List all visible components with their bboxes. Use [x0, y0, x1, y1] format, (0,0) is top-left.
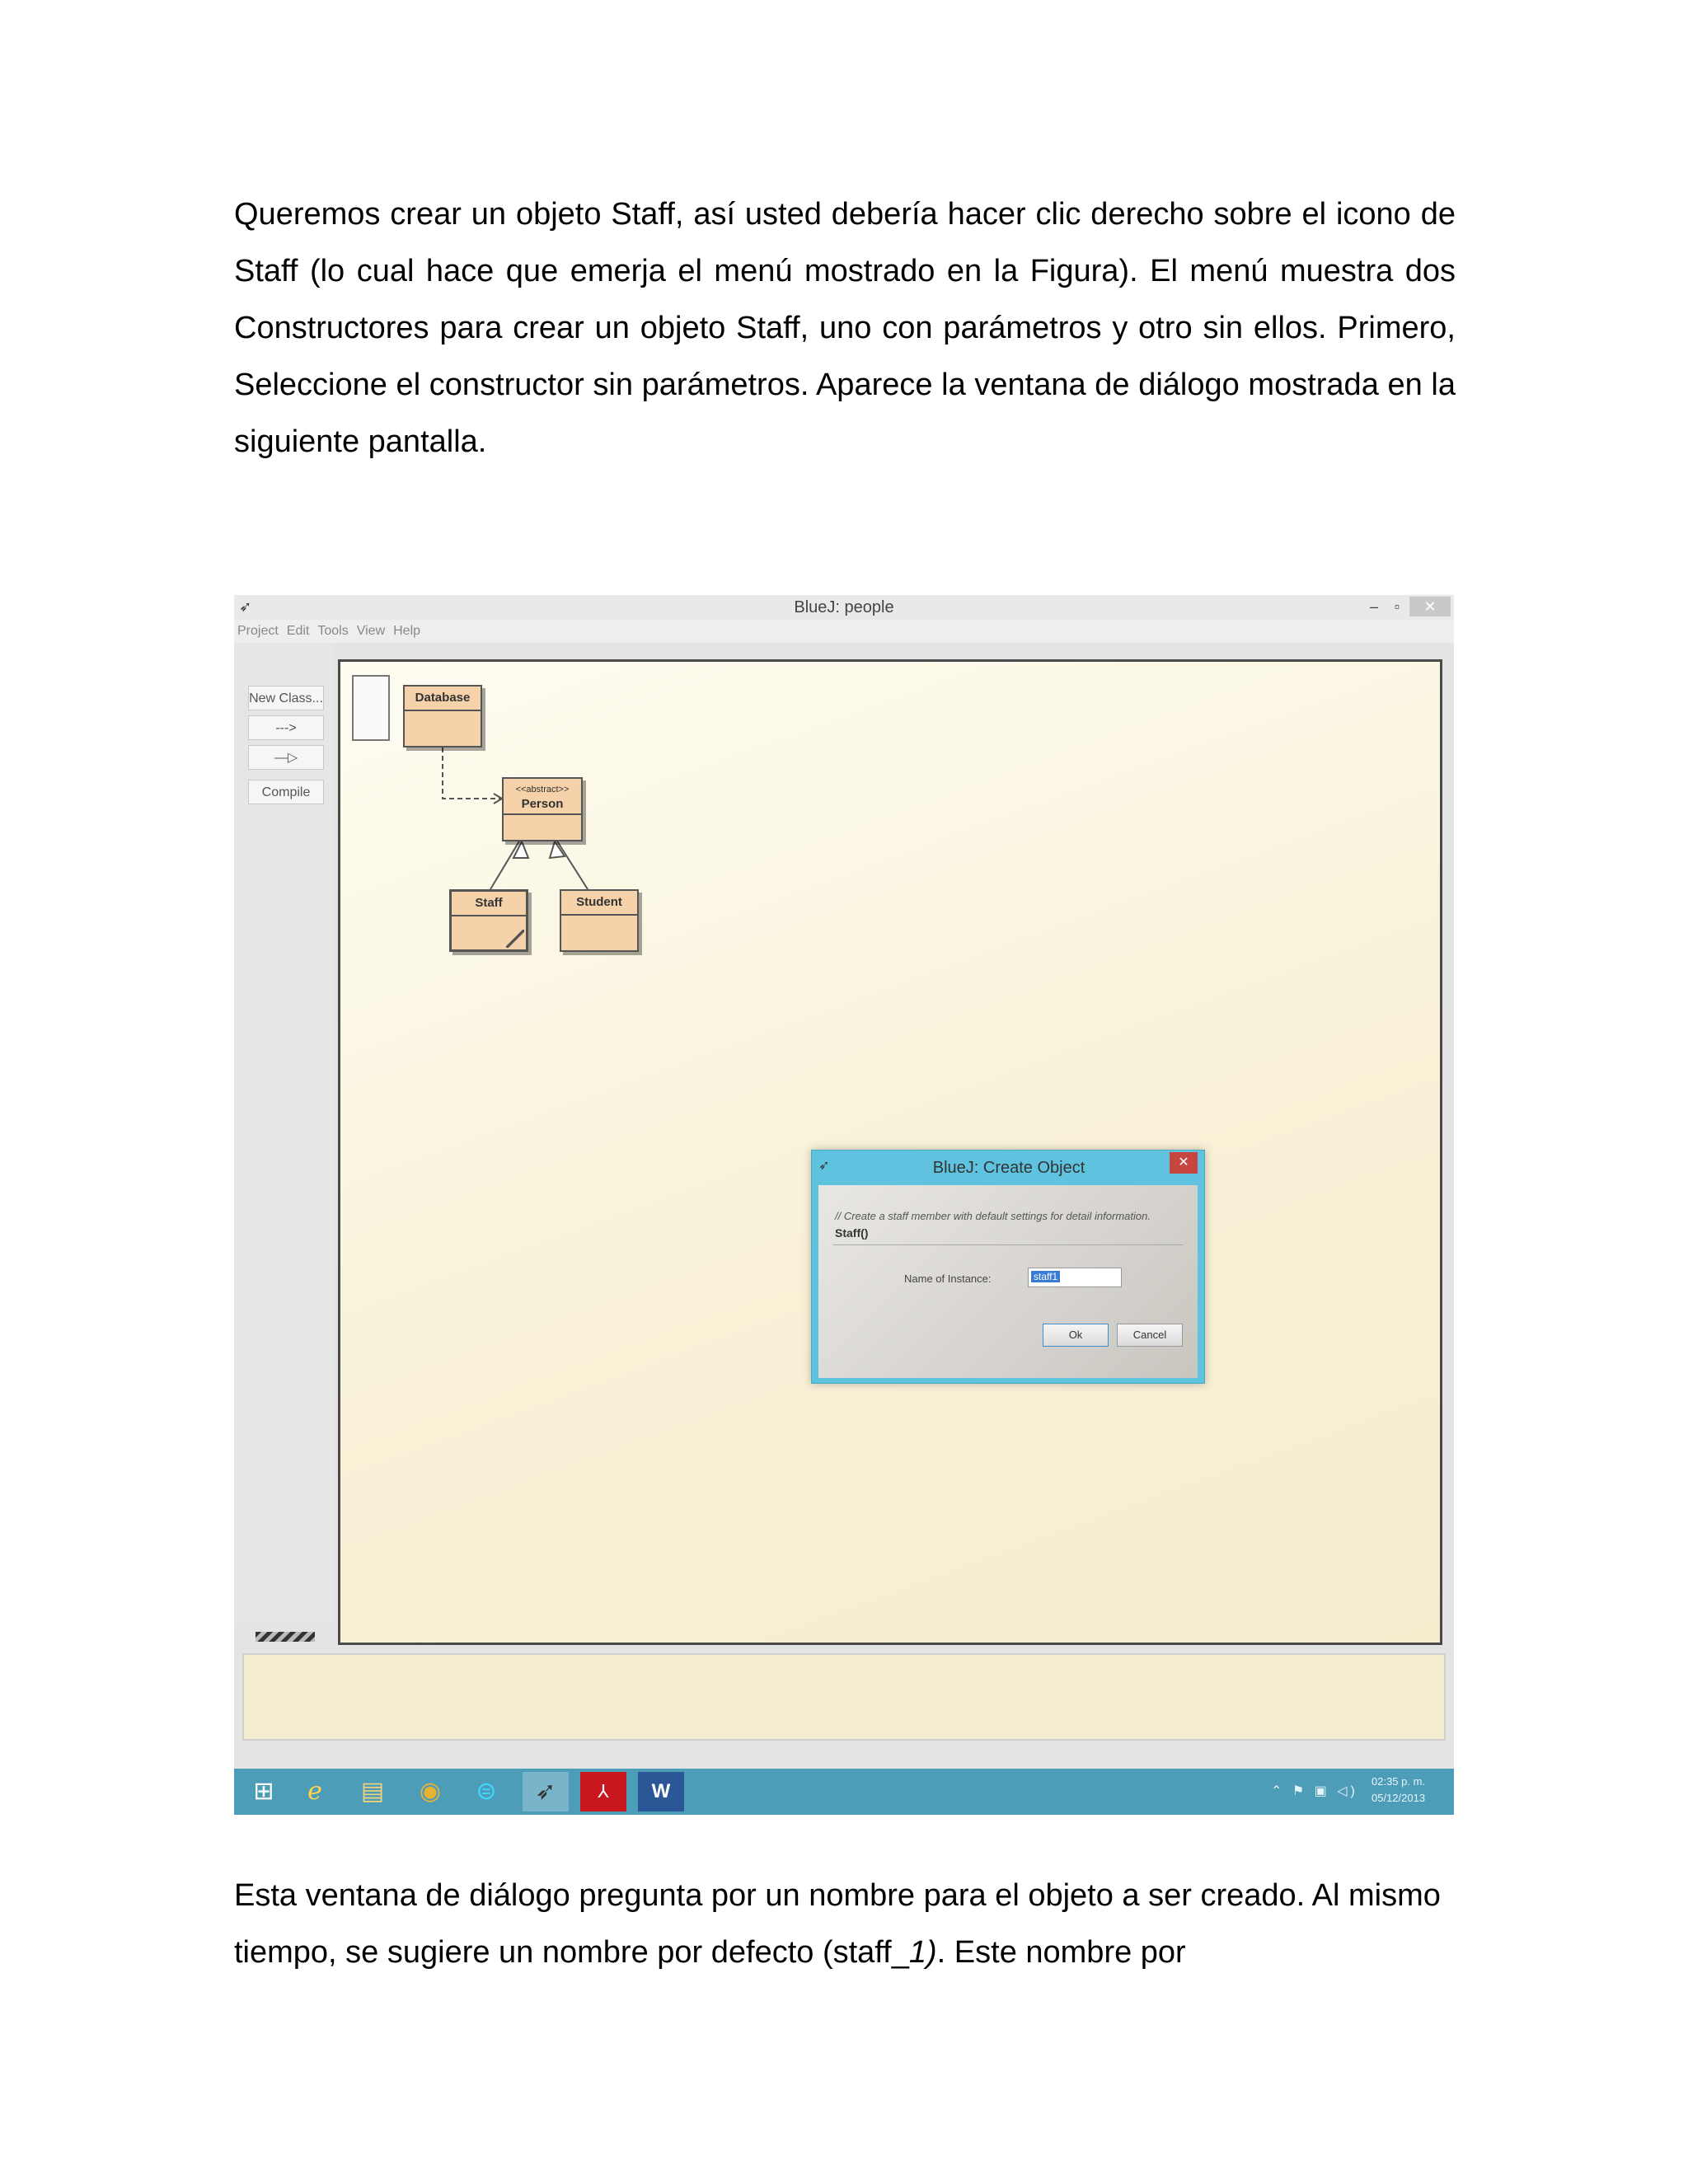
class-person[interactable] [502, 777, 583, 841]
cancel-button[interactable]: Cancel [1117, 1324, 1183, 1347]
create-object-dialog [811, 1150, 1205, 1384]
class-staff-label: Staff [452, 892, 526, 916]
internet-explorer-icon[interactable]: ℯ [307, 1778, 322, 1805]
dialog-bluej-icon: ➶ [818, 1159, 830, 1173]
instance-name-value: staff1 [1031, 1271, 1060, 1282]
menu-project[interactable]: Project [237, 624, 279, 638]
side-toolbar [234, 643, 333, 1624]
machine-progress-indicator [256, 1632, 315, 1642]
dependency-arrow [443, 748, 502, 799]
file-explorer-icon[interactable]: ▤ [360, 1778, 385, 1805]
bluej-app-icon: ➶ [239, 598, 252, 615]
windows-start-icon[interactable]: ⊞ [253, 1778, 274, 1805]
readme-document-icon[interactable] [352, 675, 390, 741]
instance-name-label: Name of Instance: [904, 1272, 992, 1285]
staff-hatch-mark [506, 930, 524, 948]
intro-paragraph: Queremos crear un objeto Staff, así usted debería hacer clic derecho sobre el icono de Staff (lo cual hace que emerja el menú mostrado en la Figura). El menú muestra dos Constructores para crear un objeto Staff, uno con parámetros y otro sin ellos. Primero, Seleccione el constructor sin parámetros. Aparece la ventana de diálogo mostrada en la siguiente pantalla. [234, 197, 1456, 459]
dialog-close-button[interactable]: ✕ [1170, 1152, 1198, 1174]
close-button[interactable]: ✕ [1409, 597, 1451, 616]
followup-paragraph [234, 1868, 1456, 1981]
window-title: BlueJ: people [794, 598, 894, 616]
constructor-comment: // Create a staff member with default settings for detail information. [835, 1210, 1151, 1222]
class-diagram-canvas[interactable] [338, 659, 1442, 1645]
clock-date: 05/12/2013 [1372, 1792, 1426, 1804]
class-student[interactable] [560, 889, 639, 952]
clock-time: 02:35 p. m. [1372, 1775, 1426, 1788]
constructor-signature: Staff() [835, 1226, 869, 1240]
dependency-arrow-button[interactable]: ---> [248, 715, 324, 740]
instance-name-input[interactable] [1028, 1268, 1122, 1287]
staff-inheritance-line [490, 840, 520, 889]
bluej-screenshot [234, 595, 1454, 1815]
word-icon[interactable]: W [638, 1772, 684, 1811]
dialog-body [818, 1185, 1198, 1378]
tool-icon[interactable]: ⊜ [476, 1778, 497, 1805]
compile-button[interactable]: Compile [248, 780, 324, 804]
followup-text-start: Esta ventana de diálogo pregunta por un nombre para el objeto a ser creado. Al mismo tiempo, se sugiere un nombre por defecto (staff_ [234, 1878, 1441, 1970]
student-inheritance-line [556, 840, 588, 889]
window-titlebar [234, 595, 1454, 620]
class-person-stereotype: <<abstract>> [515, 785, 570, 794]
new-class-button[interactable]: New Class... [248, 686, 324, 710]
class-database[interactable] [403, 685, 482, 748]
minimize-button[interactable]: – [1369, 598, 1378, 615]
dialog-divider [833, 1244, 1183, 1245]
menu-bar [234, 620, 1454, 643]
staff-inheritance-arrowhead [513, 841, 528, 858]
windows-taskbar [234, 1769, 1454, 1815]
class-student-label: Student [561, 891, 637, 916]
message-area [242, 1653, 1446, 1741]
class-staff[interactable] [449, 889, 528, 952]
menu-help[interactable]: Help [393, 624, 421, 638]
system-tray-icons[interactable]: ⌃ ⚑ ▣ ◁) [1271, 1784, 1358, 1798]
class-person-header [504, 779, 581, 815]
chrome-icon[interactable]: ◉ [419, 1778, 442, 1805]
menu-tools[interactable]: Tools [317, 624, 349, 638]
class-database-label: Database [405, 687, 481, 711]
taskbar-clock[interactable] [1372, 1774, 1449, 1807]
dialog-title: BlueJ: Create Object [932, 1159, 1085, 1177]
maximize-button[interactable]: ▫ [1394, 598, 1400, 615]
menu-edit[interactable]: Edit [286, 624, 310, 638]
class-person-label: Person [521, 797, 564, 811]
inheritance-arrow-button[interactable]: —▷ [248, 745, 324, 770]
followup-text-italic: 1) [908, 1935, 937, 1970]
acrobat-pdf-icon[interactable]: ⅄ [580, 1772, 626, 1811]
ok-button[interactable]: Ok [1043, 1324, 1109, 1347]
bluej-taskbar-icon[interactable]: ➶ [523, 1772, 569, 1811]
menu-view[interactable]: View [356, 624, 386, 638]
followup-text-end: . Este nombre por [936, 1935, 1186, 1970]
